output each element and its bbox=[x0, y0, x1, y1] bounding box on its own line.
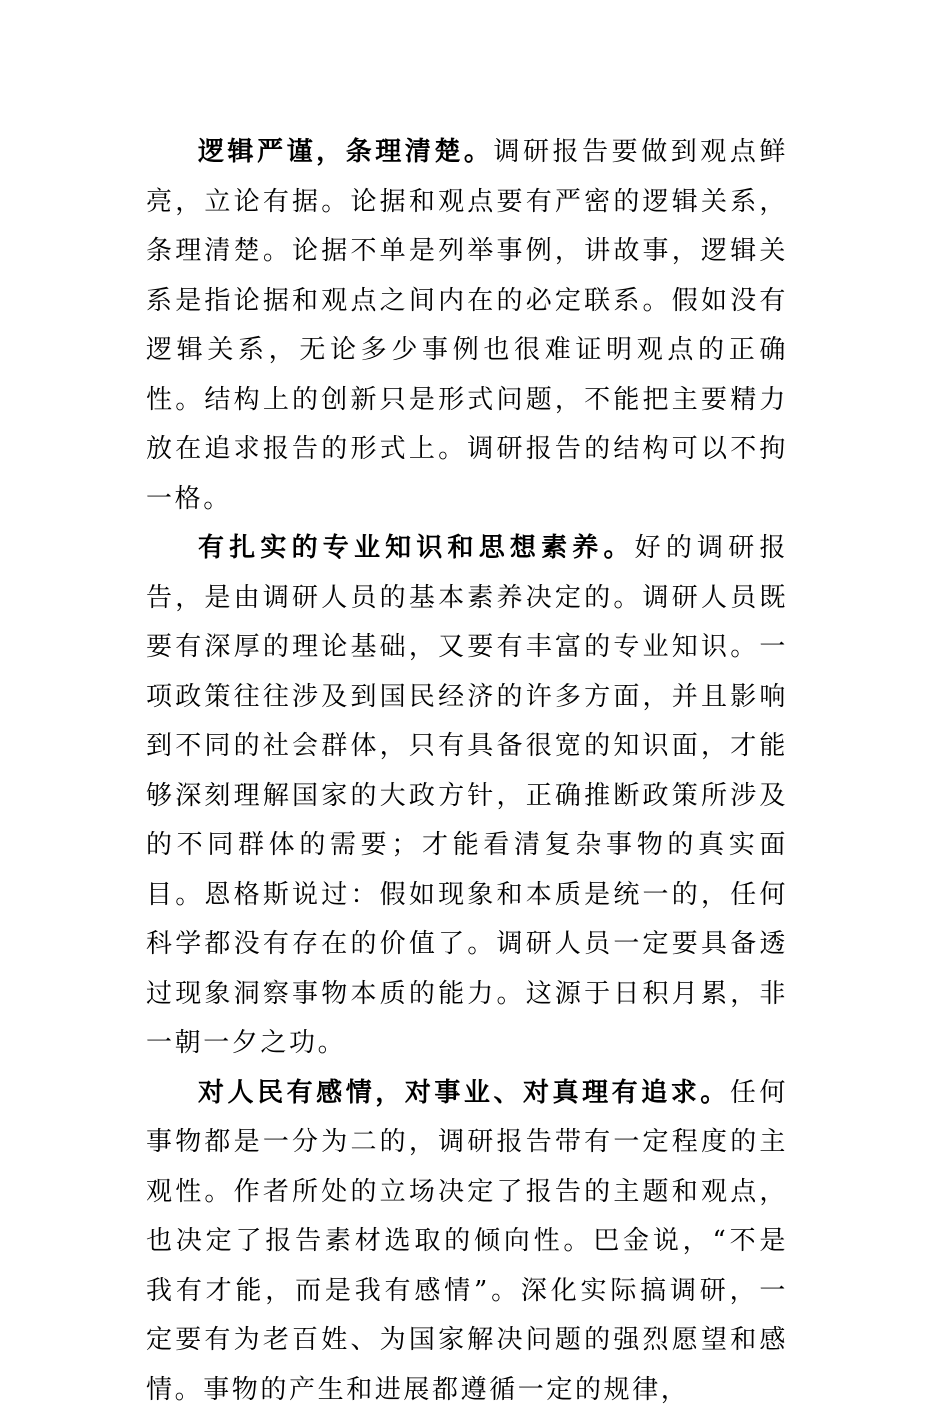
paragraph-heading: 有扎实的专业知识和思想素养。 bbox=[198, 533, 635, 563]
paragraph-feeling bbox=[146, 1069, 788, 1415]
paragraph-logic bbox=[146, 128, 788, 524]
paragraph-knowledge bbox=[146, 524, 788, 1069]
paragraph-text: 好的调研报告，是由调研人员的基本素养决定的。调研人员既要有深厚的理论基础，又要有丰富的专业知识。一项政策往往涉及到国民经济的许多方面，并且影响到不同的社会群体，只有具备很宽的知识面，才能够深刻理解国家的大政方针，正确推断政策所涉及的不同群体的需要；才能看清复杂事物的真实面目。恩格斯说过：假如现象和本质是统一的，任何科学都没有存在的价值了。调研人员一定要具备透过现象洞察事物本质的能力。这源于日积月累，非一朝一夕之功。 bbox=[146, 533, 788, 1058]
paragraph-text: 调研报告要做到观点鲜亮，立论有据。论据和观点要有严密的逻辑关系，条理清楚。论据不单是列举事例，讲故事，逻辑关系是指论据和观点之间内在的必定联系。假如没有逻辑关系，无论多少事例也很难证明观点的正确性。结构上的创新只是形式问题，不能把主要精力放在追求报告的形式上。调研报告的结构可以不拘一格。 bbox=[146, 137, 788, 514]
paragraph-heading: 逻辑严谨，条理清楚。 bbox=[198, 137, 493, 167]
paragraph-heading: 对人民有感情，对事业、对真理有追求。 bbox=[198, 1078, 730, 1108]
document-body bbox=[146, 128, 788, 1415]
paragraph-text: 任何事物都是一分为二的，调研报告带有一定程度的主观性。作者所处的立场决定了报告的主题和观点，也决定了报告素材选取的倾向性。巴金说，“不是我有才能，而是我有感情”。深化实际搞调研，一定要有为老百姓、为国家解决问题的强烈愿望和感情。事物的产生和进展都遵循一定的规律， bbox=[146, 1078, 788, 1405]
